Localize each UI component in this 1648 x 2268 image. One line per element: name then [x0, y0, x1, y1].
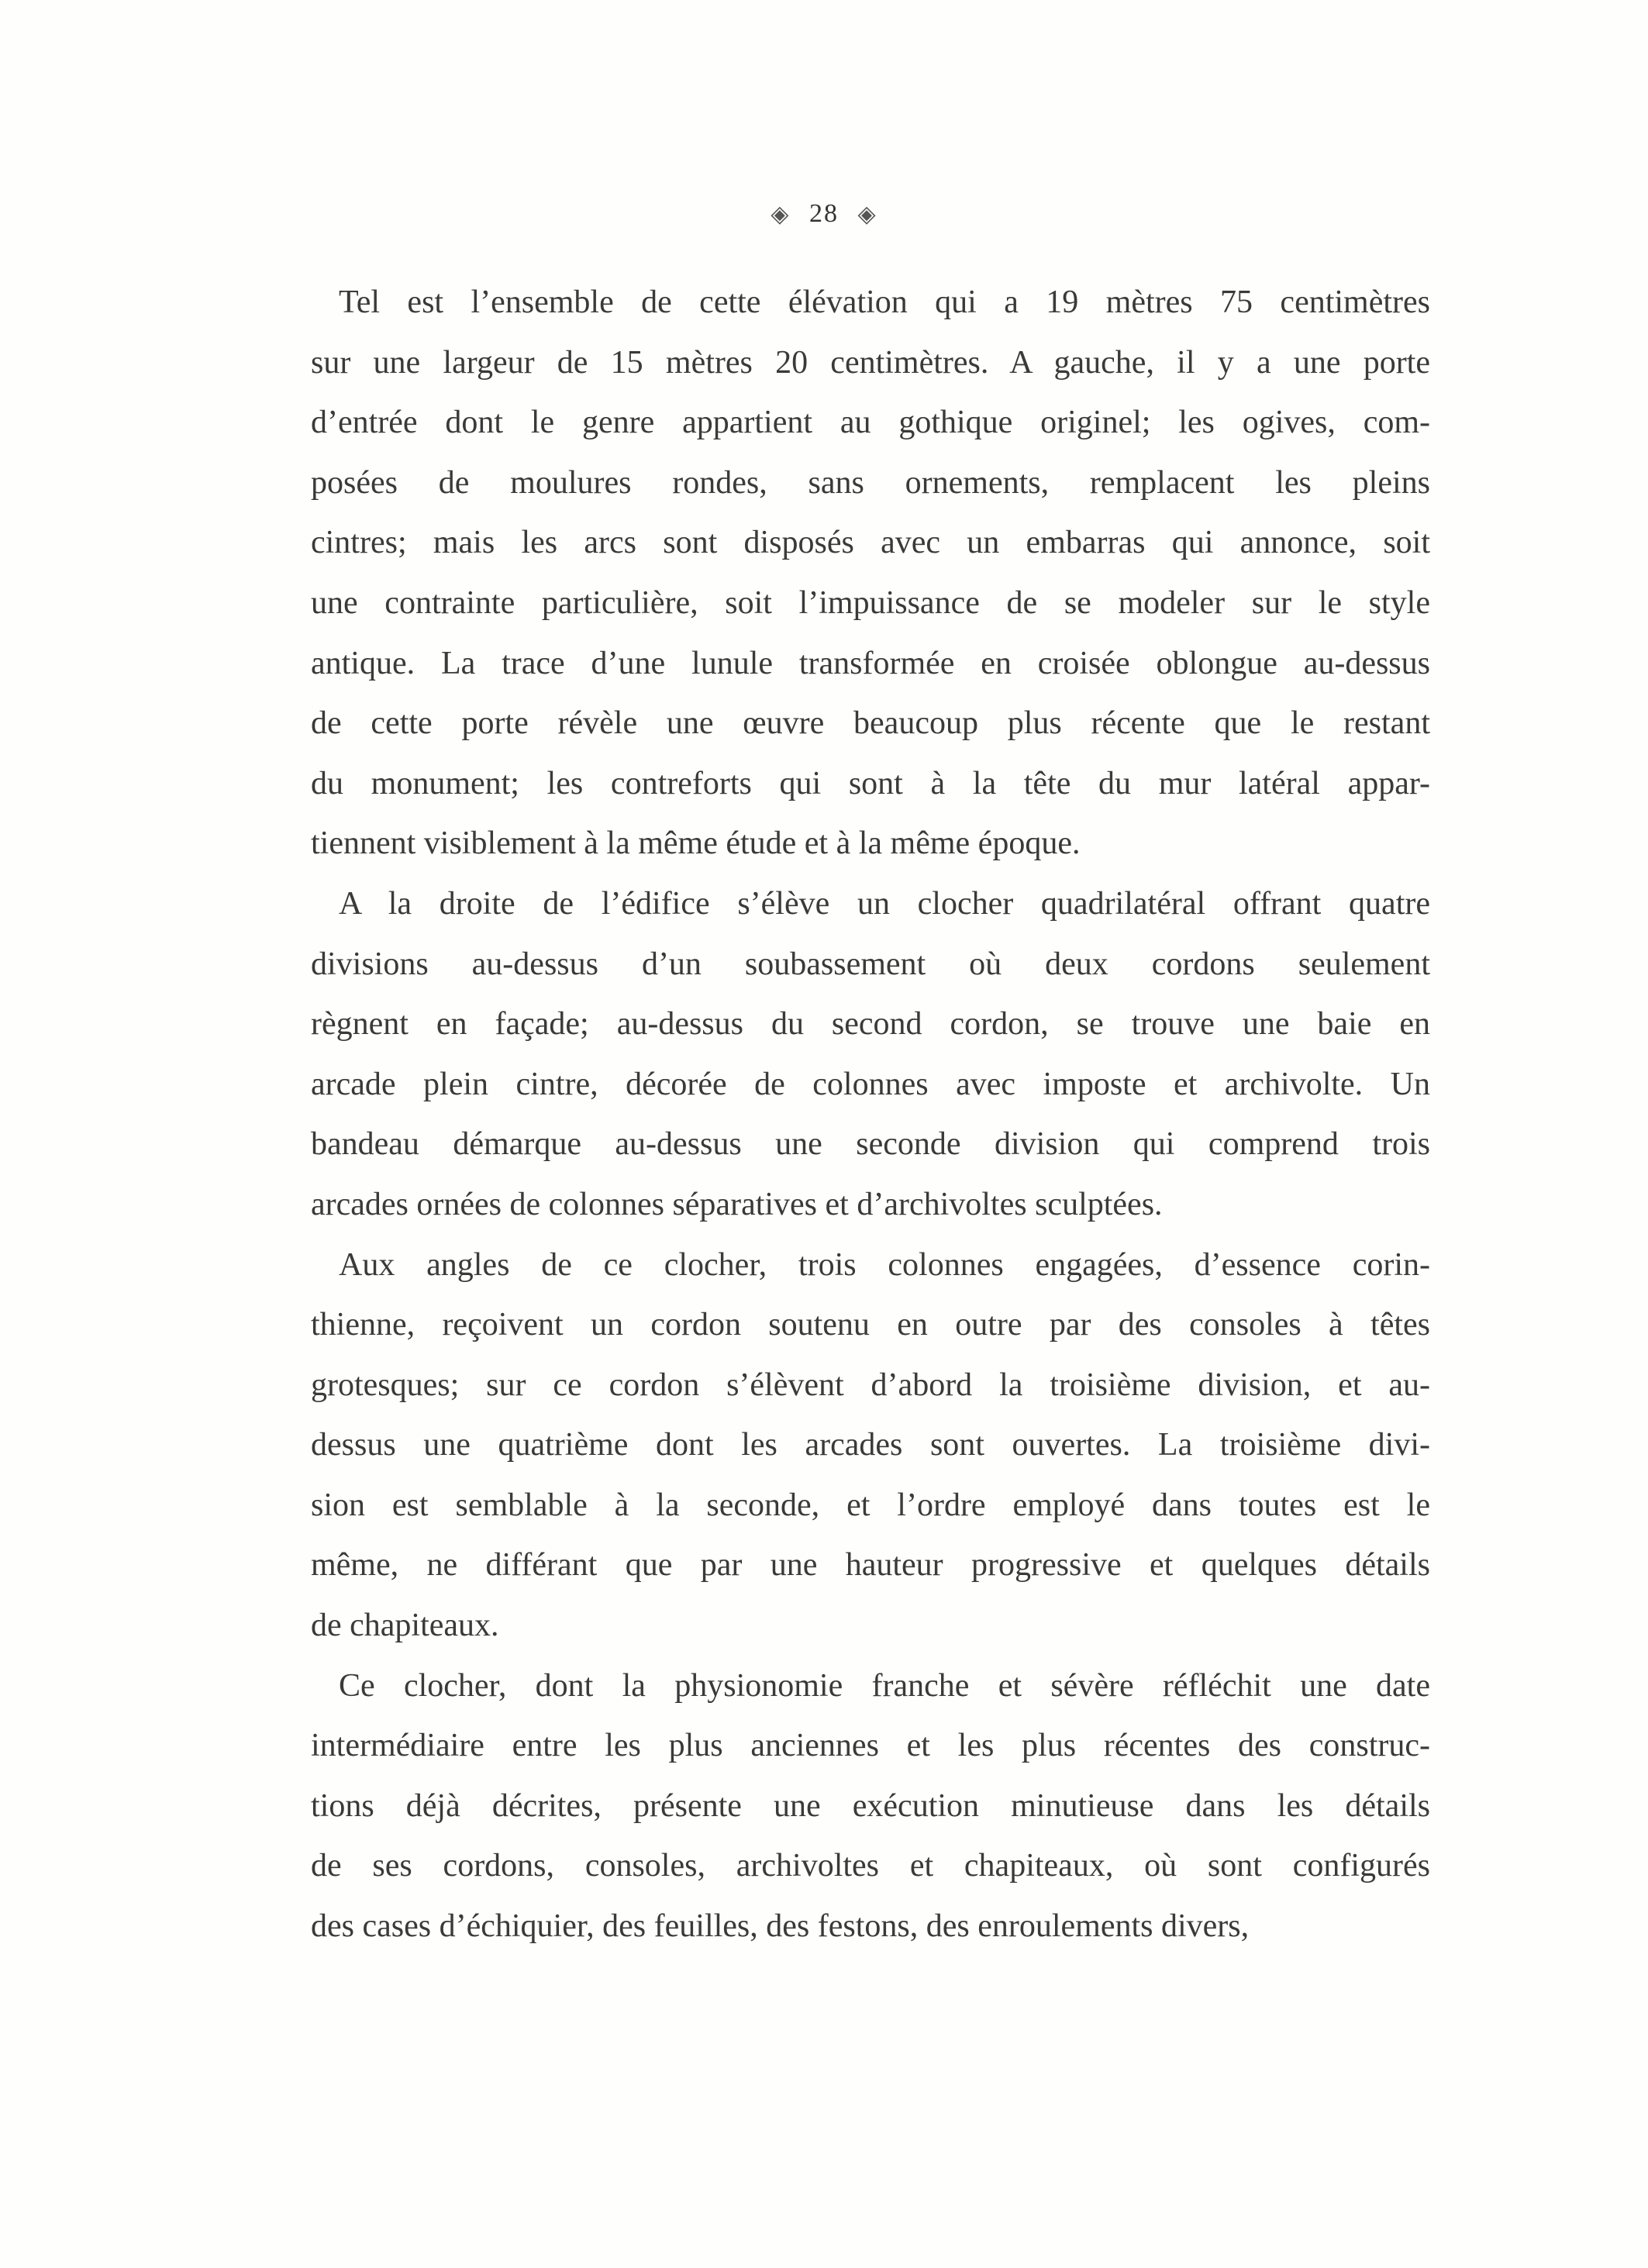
text-line: arcades ornées de colonnes séparatives et d’archivoltes sculptées.: [311, 1186, 1163, 1222]
text-line: du monument; les contreforts qui sont à la tête du mur latéral appar-: [311, 765, 1430, 801]
text-line: des cases d’échiquier, des feuilles, des festons, des enroulements divers,: [311, 1908, 1250, 1945]
text-line: A la droite de l’édifice s’élève un clocher quadrilatéral offrant quatre: [339, 885, 1430, 922]
text-line: dessus une quatrième dont les arcades sont ouvertes. La troisième divi-: [311, 1427, 1430, 1463]
text-line: de cette porte révèle une œuvre beaucoup plus récente que le restant: [311, 705, 1430, 742]
text-line: sur une largeur de 15 mètres 20 centimètres. A gauche, il y a une porte: [311, 344, 1430, 381]
page-number: 28: [809, 199, 839, 229]
text-line: arcade plein cintre, décorée de colonnes avec imposte et archivolte. Un: [311, 1066, 1430, 1102]
paragraph: [311, 273, 1430, 874]
text-line: Aux angles de ce clocher, trois colonnes engagées, d’essence corin-: [339, 1246, 1430, 1283]
text-line: de ses cordons, consoles, archivoltes et chapiteaux, où sont configurés: [311, 1848, 1430, 1884]
text-line: sion est semblable à la seconde, et l’ordre employé dans toutes est le: [311, 1487, 1430, 1523]
paragraph: [311, 1236, 1430, 1656]
text-line: tions déjà décrites, présente une exécution minutieuse dans les détails: [311, 1787, 1430, 1824]
text-line: posées de moulures rondes, sans ornements, remplacent les pleins: [311, 464, 1430, 501]
page-header: [0, 198, 1648, 229]
text-line: antique. La trace d’une lunule transformée en croisée oblongue au-dessus: [311, 645, 1430, 681]
text-line: bandeau démarque au-dessus une seconde division qui comprend trois: [311, 1126, 1430, 1163]
text-line: cintres; mais les arcs sont disposés avec un embarras qui annonce, soit: [311, 525, 1430, 561]
ornament-left-icon: ◈: [771, 201, 791, 227]
text-line: d’entrée dont le genre appartient au gothique originel; les ogives, com-: [311, 405, 1430, 441]
text-line: Tel est l’ensemble de cette élévation qui a 19 mètres 75 centimètres: [339, 284, 1430, 320]
text-line: intermédiaire entre les plus anciennes et les plus récentes des construc-: [311, 1728, 1430, 1764]
text-line: tiennent visiblement à la même étude et à la même époque.: [311, 826, 1081, 862]
text-line: Ce clocher, dont la physionomie franche et sévère réfléchit une date: [339, 1667, 1430, 1704]
paragraph: [311, 874, 1430, 1236]
ornament-right-icon: ◈: [857, 201, 877, 227]
text-line: thienne, reçoivent un cordon soutenu en outre par des consoles à têtes: [311, 1307, 1430, 1343]
body-text: [311, 273, 1430, 1957]
text-line: règnent en façade; au-dessus du second cordon, se trouve une baie en: [311, 1006, 1430, 1043]
text-line: même, ne différant que par une hauteur progressive et quelques détails: [311, 1547, 1430, 1584]
text-line: grotesques; sur ce cordon s’élèvent d’abord la troisième division, et au-: [311, 1367, 1430, 1403]
text-line: divisions au-dessus d’un soubassement où deux cordons seulement: [311, 946, 1430, 982]
paragraph: [311, 1656, 1430, 1957]
text-line: de chapiteaux.: [311, 1608, 499, 1644]
text-line: une contrainte particulière, soit l’impuissance de se modeler sur le style: [311, 584, 1430, 621]
